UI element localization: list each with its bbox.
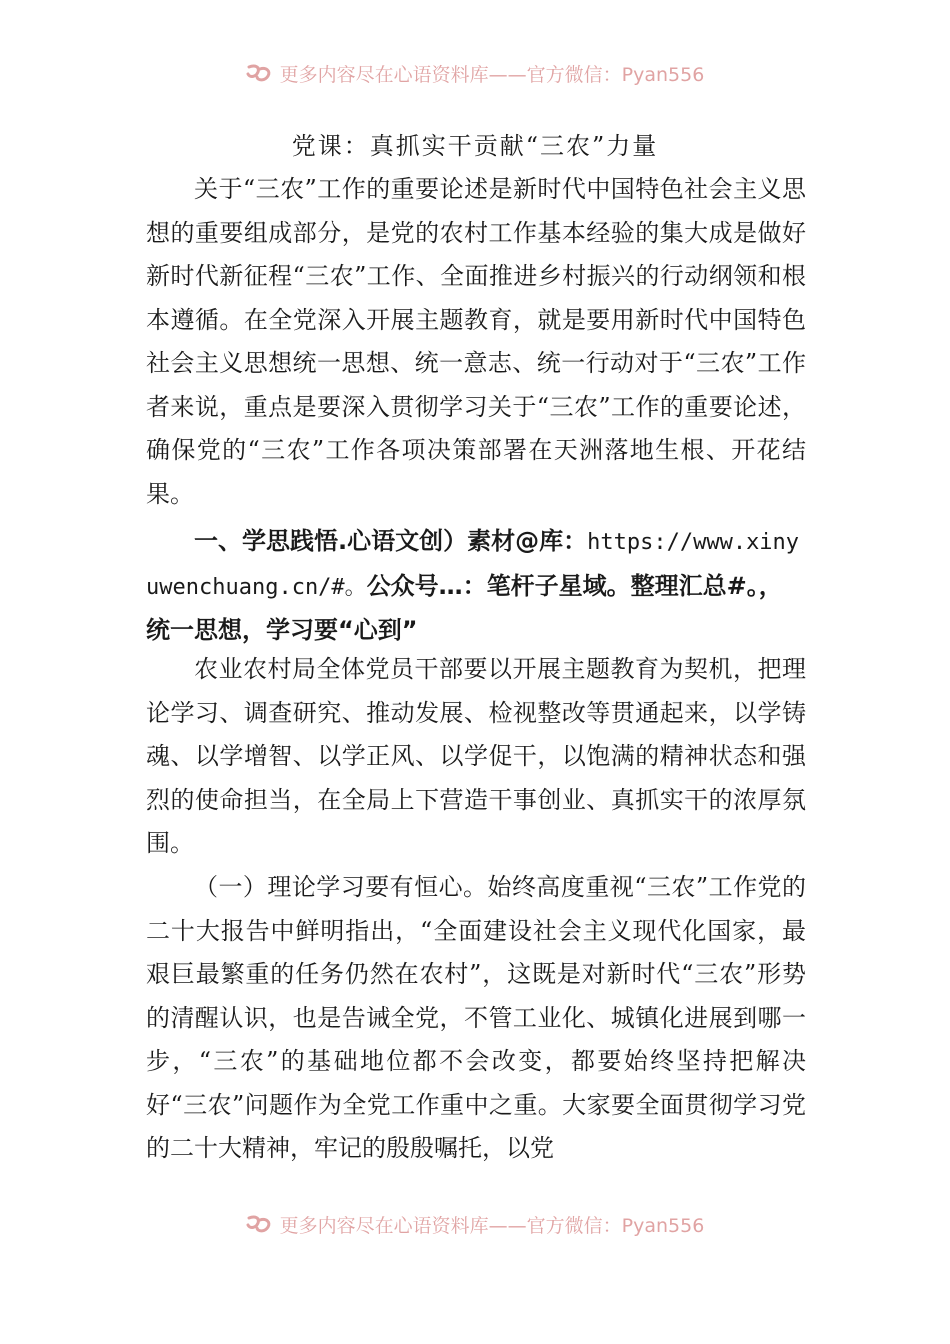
- watermark-text: 更多内容尽在心语资料库——官方微信：Pyan556: [279, 1214, 705, 1237]
- heading-url: https://www.xinyuwenchuang.cn/#。: [146, 530, 800, 600]
- watermark-header: [0, 58, 950, 88]
- brand-logo-icon: [246, 63, 272, 83]
- body-paragraph: 农业农村局全体党员干部要以开展主题教育为契机，把理论学习、调查研究、推动发展、检视整改等贯通起来，以学铸魂、以学增智、以学正风、以学促干，以饱满的精神状态和强烈的使命担当，在全局上下营造干事创业、真抓实干的浓厚氛围。: [146, 655, 806, 857]
- heading-suffix: 公众号…：笔杆子星域。整理汇总#。，统一思想，学习要“心到”: [146, 571, 783, 644]
- section-heading-1: [146, 520, 806, 653]
- watermark-footer: [0, 1209, 950, 1239]
- document-title: 党课：真抓实干贡献“三农”力量: [291, 132, 659, 160]
- watermark-text: 更多内容尽在心语资料库——官方微信：Pyan556: [279, 63, 705, 86]
- brand-logo-icon: [246, 1214, 272, 1234]
- subsection-paragraph-1: （一）理论学习要有恒心。始终高度重视“三农”工作党的二十大报告中鲜明指出，“全面建设社会主义现代化国家，最艰巨最繁重的任务仍然在农村”，这既是对新时代“三农”形势的清醒认识，也是告诫全党，不管工业化、城镇化进展到哪一步，“三农”的基础地位都不会改变，都要始终坚持把解决好“三农”问题作为全党工作重中之重。大家要全面贯彻学习党的二十大精神，牢记的殷殷嘱托，以党: [146, 873, 806, 1162]
- heading-prefix: 一、学思践悟.心语文创）素材@库：: [194, 527, 588, 555]
- intro-paragraph: 关于“三农”工作的重要论述是新时代中国特色社会主义思想的重要组成部分，是党的农村工作基本经验的集大成是做好新时代新征程“三农”工作、全面推进乡村振兴的行动纲领和根本遵循。在全党深入开展主题教育，就是要用新时代中国特色社会主义思想统一思想、统一意志、统一行动对于“三农”工作者来说，重点是要深入贯彻学习关于“三农”工作的重要论述，确保党的“三农”工作各项决策部署在天洲落地生根、开花结果。: [146, 175, 806, 508]
